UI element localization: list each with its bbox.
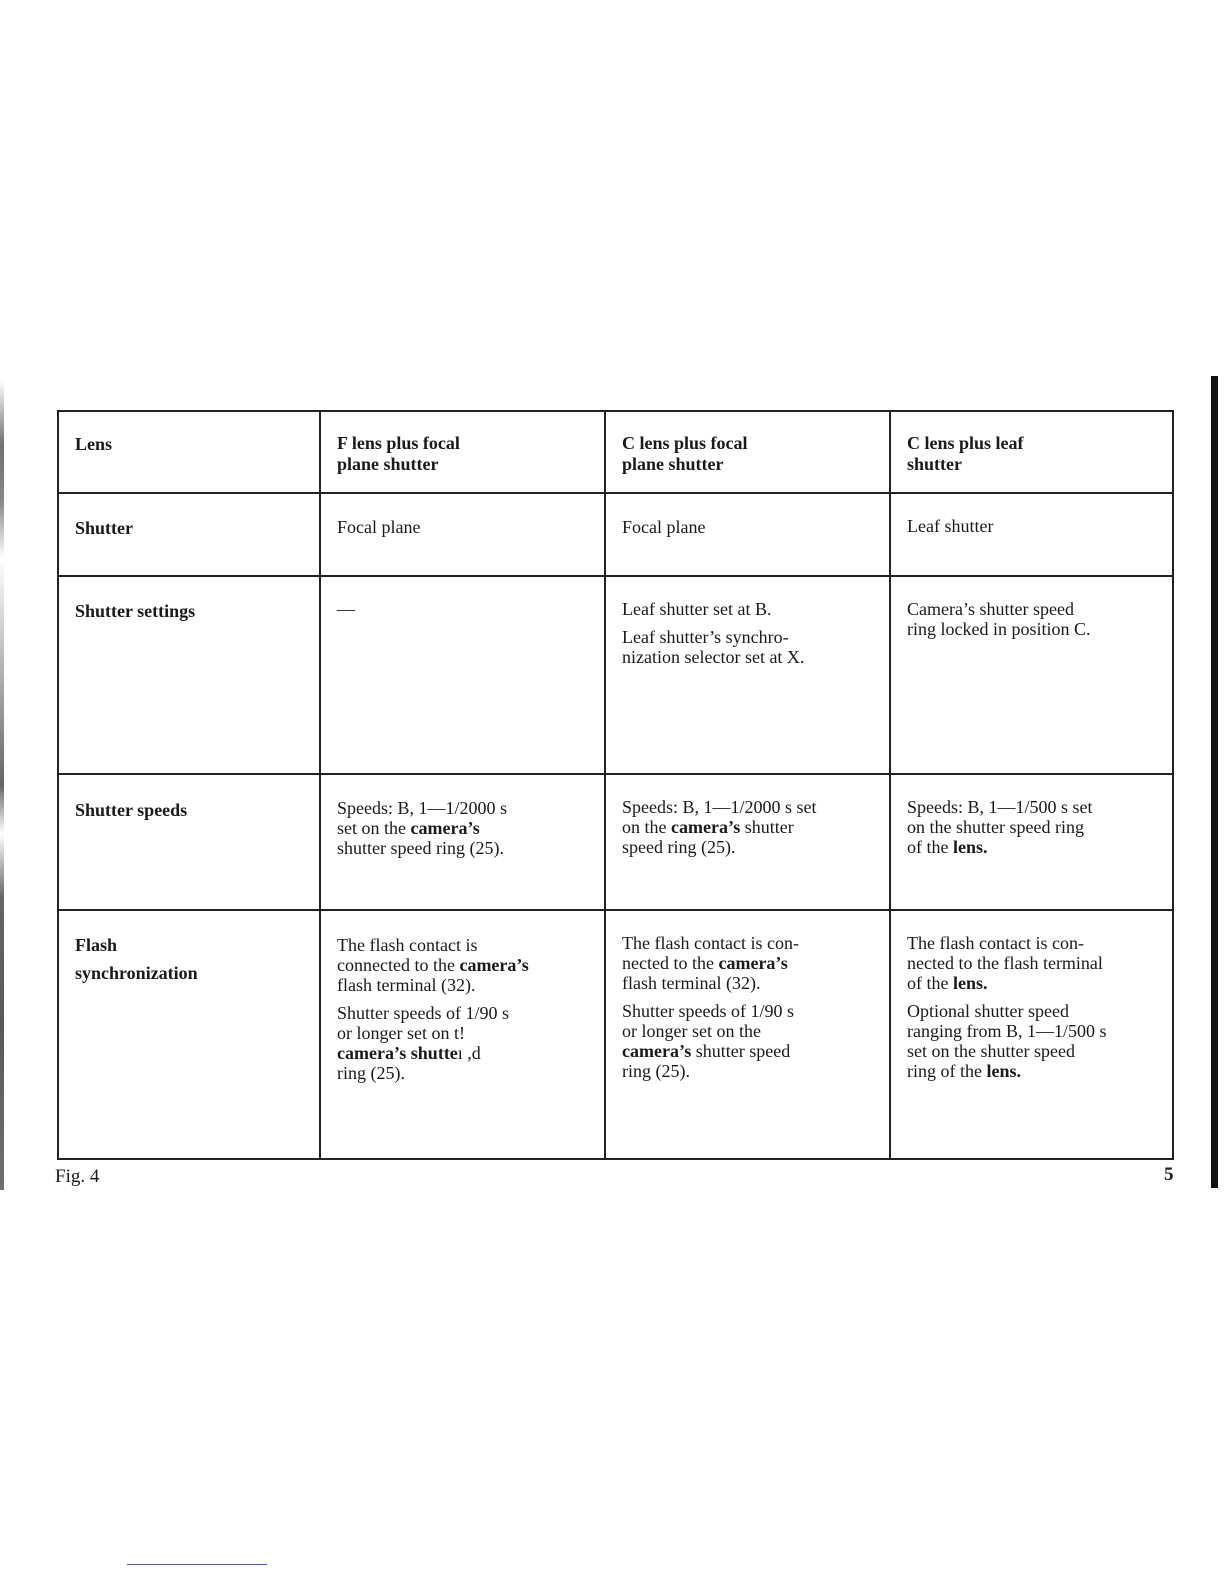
row-label: Flash synchronization <box>75 935 198 983</box>
cell-paragraph: Focal plane <box>337 517 421 537</box>
row-flash-col2-cell <box>605 910 890 1159</box>
row-speeds-col2-cell <box>605 774 890 910</box>
header-col2-cell <box>605 411 890 493</box>
row-label: Shutter speeds <box>75 800 188 820</box>
row-shutter-col2-cell <box>605 493 890 576</box>
header-label: Lens <box>75 434 113 454</box>
row-flash-col1-cell <box>320 910 605 1159</box>
row-label: Shutter settings <box>75 601 196 621</box>
header-col1-cell <box>320 411 605 493</box>
cell-text <box>321 911 604 1083</box>
table-row <box>58 576 1173 774</box>
cell-paragraph: Leaf shutter <box>907 516 994 536</box>
table-row <box>58 774 1173 910</box>
cell-text <box>606 494 889 537</box>
cell-paragraph: The flash contact is con- nected to the flash terminal of the lens. <box>907 933 1103 993</box>
header-col3-cell <box>890 411 1173 493</box>
header-col3: C lens plus leaf shutter <box>907 433 1024 474</box>
row-shutter-label-cell <box>58 493 320 576</box>
row-settings-col2-cell <box>605 576 890 774</box>
header-col2: C lens plus focal plane shutter <box>622 433 748 474</box>
scan-edge-left <box>0 380 4 1190</box>
cell-paragraph: Speeds: B, 1—1/500 s set on the shutter speed ring of the lens. <box>907 797 1093 857</box>
cell-text <box>606 911 889 1081</box>
row-shutter-col1-cell <box>320 493 605 576</box>
scan-edge-right <box>1211 376 1218 1188</box>
row-settings-col1-cell <box>320 576 605 774</box>
cell-paragraph: — <box>337 599 355 619</box>
lens-shutter-comparison-table <box>57 410 1174 1160</box>
cell-paragraph: Speeds: B, 1—1/2000 s set on the camera’s shutter speed ring (25). <box>622 797 817 857</box>
cell-text <box>891 775 1172 857</box>
cell-paragraph: The flash contact is con- nected to the camera’s flash terminal (32). <box>622 933 799 993</box>
page-number: 5 <box>1164 1164 1174 1185</box>
row-speeds-label-cell <box>58 774 320 910</box>
cell-paragraph: Shutter speeds of 1/90 s or longer set on the camera’s shutter speed ring (25). <box>622 1001 794 1081</box>
cell-text <box>321 775 604 858</box>
row-shutter-col3-cell <box>890 493 1173 576</box>
table-row <box>58 493 1173 576</box>
row-settings-label-cell <box>58 576 320 774</box>
cell-paragraph: Focal plane <box>622 517 706 537</box>
header-col1: F lens plus focal plane shutter <box>337 433 460 474</box>
cell-paragraph: The flash contact is connected to the camera’s flash terminal (32). <box>337 935 529 995</box>
row-speeds-col1-cell <box>320 774 605 910</box>
row-flash-col3-cell <box>890 910 1173 1159</box>
cell-text <box>606 577 889 667</box>
cell-paragraph: Speeds: B, 1—1/2000 s set on the camera’s shutter speed ring (25). <box>337 798 508 858</box>
link-underline[interactable] <box>127 1564 267 1565</box>
cell-paragraph: Leaf shutter set at B. <box>622 599 772 619</box>
cell-paragraph: Optional shutter speed ranging from B, 1—1/500 s set on the shutter speed ring of the lens. <box>907 1001 1107 1081</box>
row-label: Shutter <box>75 518 133 538</box>
row-speeds-col3-cell <box>890 774 1173 910</box>
figure-label: Fig. 4 <box>55 1166 100 1187</box>
cell-paragraph: Camera’s shutter speed ring locked in position C. <box>907 599 1091 639</box>
cell-paragraph: Leaf shutter’s synchro- nization selector set at X. <box>622 627 805 667</box>
header-label-cell <box>58 411 320 493</box>
table-row <box>58 910 1173 1159</box>
cell-text <box>891 494 1172 536</box>
cell-text <box>606 775 889 857</box>
cell-text <box>321 494 604 537</box>
row-flash-label-cell <box>58 910 320 1159</box>
cell-text <box>891 577 1172 639</box>
table-header-row <box>58 411 1173 493</box>
cell-text <box>891 911 1172 1081</box>
cell-paragraph: Shutter speeds of 1/90 s or longer set on t! camera’s shutteı ,d ring (25). <box>337 1003 509 1083</box>
cell-text <box>321 577 604 619</box>
row-settings-col3-cell <box>890 576 1173 774</box>
